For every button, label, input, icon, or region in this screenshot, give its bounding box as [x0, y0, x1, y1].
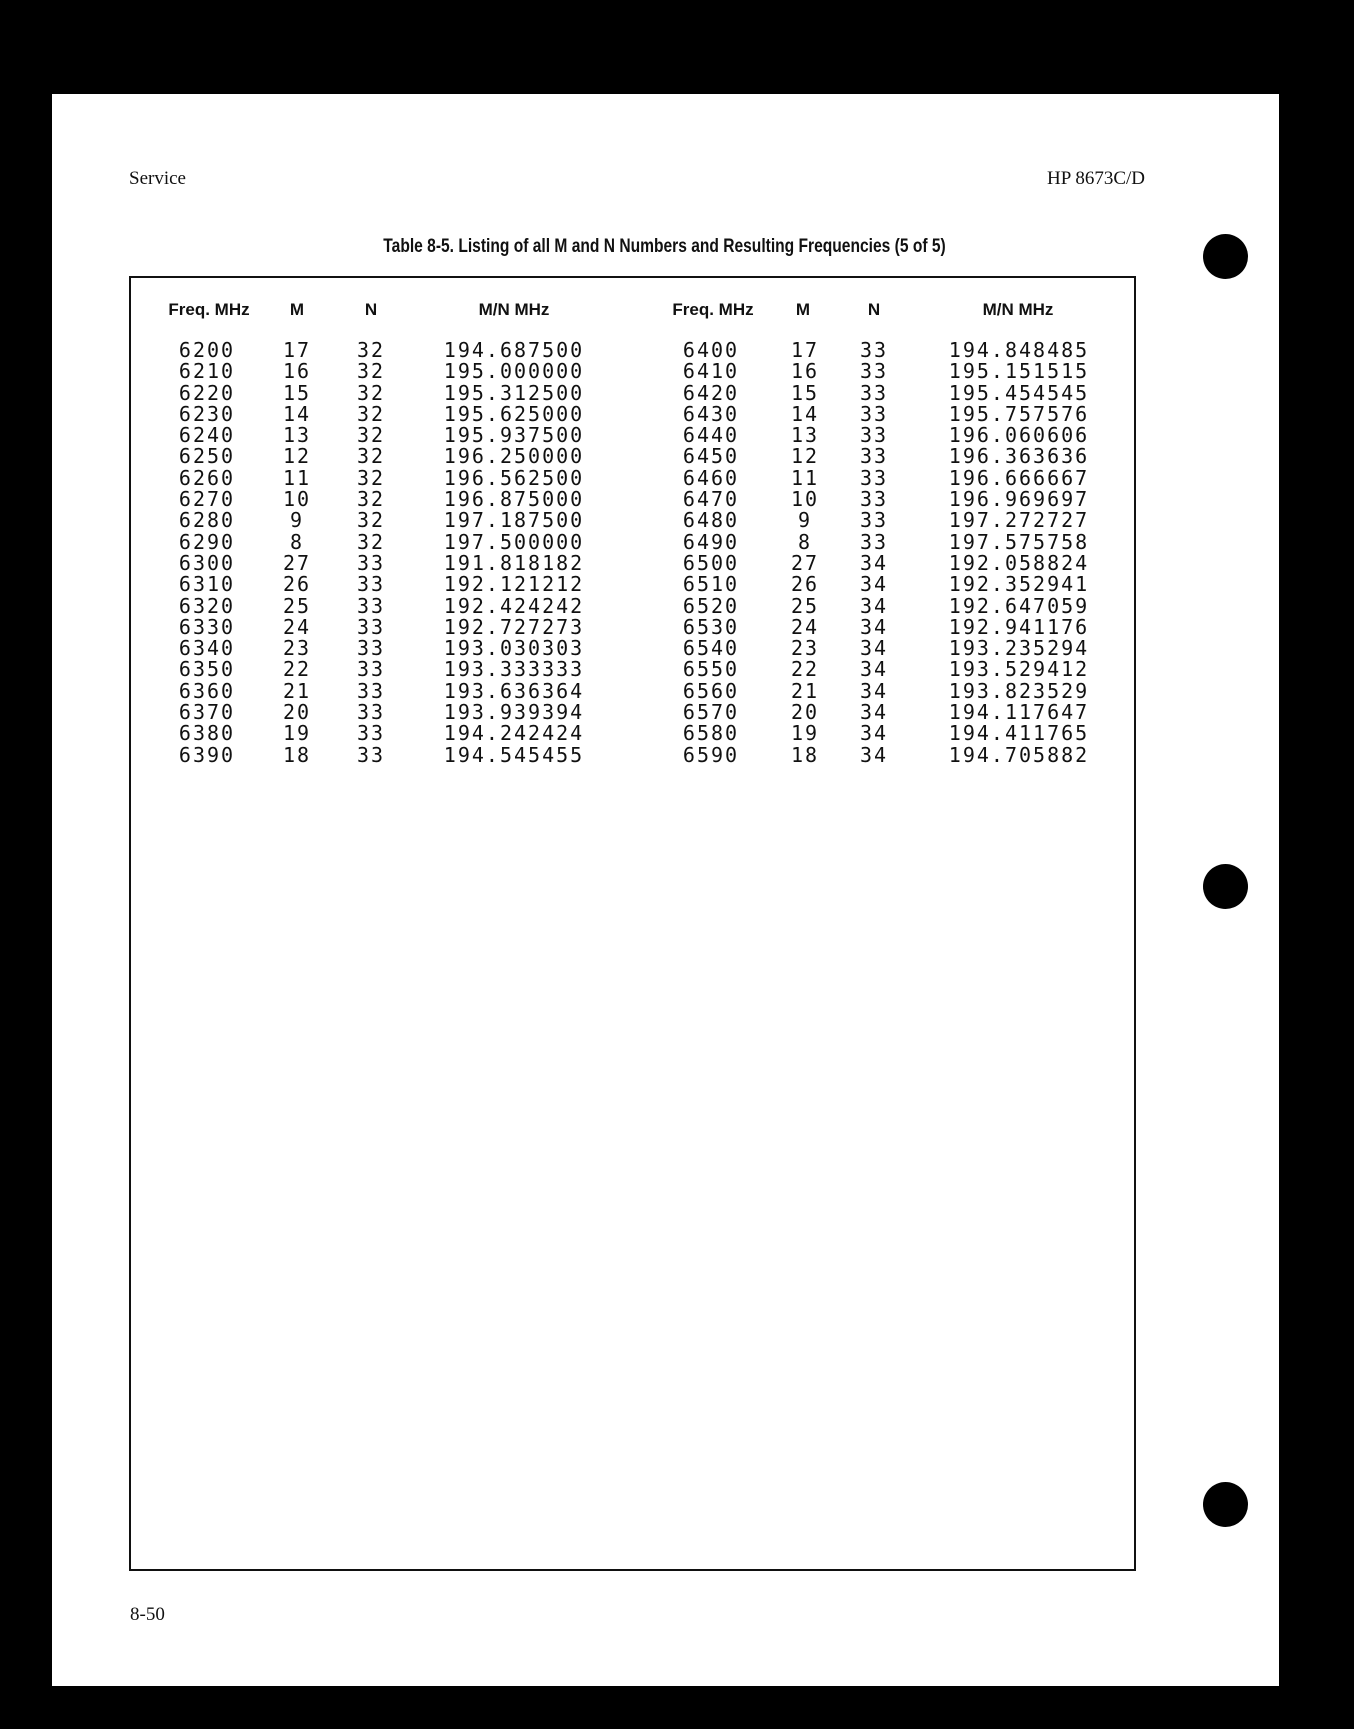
cell-m: 25: [790, 593, 820, 618]
cell-mn: 191.818182: [443, 550, 585, 575]
cell-n: 34: [859, 636, 889, 661]
cell-m: 10: [790, 487, 820, 512]
cell-mn: 195.312500: [443, 380, 585, 405]
table-row: [631, 550, 1131, 575]
cell-n: 33: [859, 465, 889, 490]
cell-freq: 6550: [682, 657, 740, 682]
cell-mn: 197.500000: [443, 529, 585, 554]
cell-n: 33: [859, 529, 889, 554]
table-row: [631, 425, 1131, 446]
table-row: [631, 446, 1131, 467]
cell-m: 15: [790, 380, 820, 405]
cell-mn: 192.424242: [443, 593, 585, 618]
cell-freq: 6420: [682, 380, 740, 405]
cell-freq: 6390: [178, 742, 236, 767]
col-header-n: N: [867, 300, 881, 319]
cell-mn: 195.151515: [948, 359, 1090, 384]
cell-freq: 6320: [178, 593, 236, 618]
table-row: [131, 742, 631, 767]
cell-n: 32: [356, 465, 386, 490]
cell-m: 9: [797, 508, 813, 533]
table-row: [131, 550, 631, 575]
cell-m: 23: [282, 636, 312, 661]
cell-freq: 6360: [178, 678, 236, 703]
cell-mn: 194.687500: [443, 338, 585, 362]
cell-freq: 6340: [178, 636, 236, 661]
cell-freq: 6440: [682, 423, 740, 448]
cell-m: 14: [790, 401, 820, 426]
running-header-right: HP 8673C/D: [1046, 168, 1145, 189]
cell-n: 33: [356, 614, 386, 639]
table-row: [631, 361, 1131, 382]
table-row: [131, 702, 631, 723]
col-header-freq: Freq. MHz: [672, 300, 754, 319]
cell-freq: 6590: [682, 742, 740, 767]
cell-n: 34: [859, 593, 889, 618]
cell-mn: 193.030303: [443, 636, 585, 661]
cell-n: 32: [356, 423, 386, 448]
cell-freq: 6310: [178, 572, 236, 597]
cell-m: 21: [282, 678, 312, 703]
cell-freq: 6510: [682, 572, 740, 597]
cell-mn: 192.121212: [443, 572, 585, 597]
cell-mn: 194.242424: [443, 721, 585, 746]
cell-freq: 6240: [178, 423, 236, 448]
cell-m: 24: [282, 614, 312, 639]
cell-freq: 6220: [178, 380, 236, 405]
cell-n: 32: [356, 529, 386, 554]
cell-m: 15: [282, 380, 312, 405]
table-row: [131, 574, 631, 595]
cell-n: 32: [356, 508, 386, 533]
cell-freq: 6500: [682, 550, 740, 575]
cell-freq: 6470: [682, 487, 740, 512]
cell-freq: 6370: [178, 700, 236, 725]
table-row: [131, 659, 631, 680]
table-row: [131, 489, 631, 510]
cell-mn: 196.562500: [443, 465, 585, 490]
right-row-group: [631, 340, 1131, 766]
cell-n: 32: [356, 487, 386, 512]
cell-mn: 196.875000: [443, 487, 585, 512]
cell-n: 33: [859, 359, 889, 384]
cell-m: 27: [282, 550, 312, 575]
cell-mn: 195.625000: [443, 401, 585, 426]
col-header-n: N: [364, 300, 378, 319]
page-number: 8-50: [130, 1604, 165, 1625]
cell-n: 33: [356, 742, 386, 767]
cell-n: 34: [859, 657, 889, 682]
table-row: [631, 593, 1131, 618]
binder-hole: [1203, 864, 1248, 909]
col-header-m: M: [795, 300, 811, 319]
table-row: [631, 489, 1131, 510]
cell-freq: 6460: [682, 465, 740, 490]
cell-m: 22: [790, 657, 820, 682]
cell-freq: 6330: [178, 614, 236, 639]
table-row: [131, 638, 631, 659]
cell-freq: 6210: [178, 359, 236, 384]
cell-m: 18: [282, 742, 312, 767]
table-row: [631, 742, 1131, 767]
table-row: [131, 380, 631, 405]
cell-freq: 6230: [178, 401, 236, 426]
cell-m: 8: [797, 529, 813, 554]
cell-m: 23: [790, 636, 820, 661]
cell-freq: 6410: [682, 359, 740, 384]
cell-m: 20: [282, 700, 312, 725]
cell-freq: 6430: [682, 401, 740, 426]
cell-n: 33: [356, 657, 386, 682]
cell-m: 26: [282, 572, 312, 597]
table-row: [131, 510, 631, 531]
cell-mn: 196.250000: [443, 444, 585, 469]
running-header-left: Service: [129, 168, 186, 189]
cell-n: 33: [356, 572, 386, 597]
table-row: [631, 659, 1131, 680]
table-row: [131, 361, 631, 382]
cell-mn: 192.352941: [948, 572, 1090, 597]
cell-n: 32: [356, 380, 386, 405]
cell-m: 25: [282, 593, 312, 618]
col-header-mn: M/N MHz: [478, 300, 550, 319]
cell-n: 33: [356, 678, 386, 703]
cell-n: 33: [859, 401, 889, 426]
cell-m: 13: [790, 423, 820, 448]
table-row: [631, 723, 1131, 744]
cell-freq: 6250: [178, 444, 236, 469]
cell-freq: 6290: [178, 529, 236, 554]
table-row: [631, 340, 1131, 361]
cell-mn: 196.969697: [948, 487, 1090, 512]
cell-mn: 193.235294: [948, 636, 1090, 661]
cell-mn: 193.823529: [948, 678, 1090, 703]
cell-n: 34: [859, 550, 889, 575]
cell-n: 32: [356, 401, 386, 426]
cell-m: 14: [282, 401, 312, 426]
table-row: [131, 614, 631, 639]
cell-m: 16: [790, 359, 820, 384]
cell-mn: 193.529412: [948, 657, 1090, 682]
table-row: [131, 529, 631, 554]
cell-n: 33: [859, 508, 889, 533]
table-row: [631, 401, 1131, 426]
cell-mn: 194.411765: [948, 721, 1090, 746]
table-row: [631, 678, 1131, 703]
cell-m: 22: [282, 657, 312, 682]
document-page: [52, 94, 1279, 1686]
cell-mn: 193.939394: [443, 700, 585, 725]
cell-mn: 194.848485: [948, 338, 1090, 362]
cell-freq: 6580: [682, 721, 740, 746]
cell-n: 33: [859, 338, 889, 362]
cell-mn: 194.705882: [948, 742, 1090, 767]
table-row: [631, 702, 1131, 723]
table-title: Table 8-5. Listing of all M and N Numbers and Resulting Frequencies (5 of 5): [383, 236, 946, 257]
binder-hole: [1203, 1482, 1248, 1527]
cell-mn: 197.187500: [443, 508, 585, 533]
cell-mn: 196.363636: [948, 444, 1090, 469]
cell-n: 32: [356, 444, 386, 469]
cell-n: 33: [859, 380, 889, 405]
table-row: [131, 340, 631, 361]
cell-freq: 6400: [682, 338, 740, 362]
cell-mn: 194.545455: [443, 742, 585, 767]
col-header-mn: M/N MHz: [982, 300, 1054, 319]
cell-m: 26: [790, 572, 820, 597]
cell-m: 18: [790, 742, 820, 767]
table-row: [131, 465, 631, 490]
cell-m: 24: [790, 614, 820, 639]
cell-freq: 6530: [682, 614, 740, 639]
cell-mn: 197.272727: [948, 508, 1090, 533]
cell-mn: 192.647059: [948, 593, 1090, 618]
left-row-group: [131, 340, 631, 766]
cell-n: 33: [859, 487, 889, 512]
cell-freq: 6540: [682, 636, 740, 661]
cell-m: 12: [282, 444, 312, 469]
cell-freq: 6380: [178, 721, 236, 746]
cell-freq: 6480: [682, 508, 740, 533]
cell-n: 34: [859, 742, 889, 767]
cell-m: 10: [282, 487, 312, 512]
table-row: [631, 574, 1131, 595]
cell-m: 9: [289, 508, 305, 533]
table-row: [131, 401, 631, 426]
cell-n: 33: [859, 423, 889, 448]
table-row: [631, 614, 1131, 639]
cell-freq: 6560: [682, 678, 740, 703]
table-row: [631, 510, 1131, 531]
table-row: [131, 593, 631, 618]
table-row: [131, 446, 631, 467]
cell-mn: 195.937500: [443, 423, 585, 448]
cell-m: 17: [282, 338, 312, 362]
cell-freq: 6280: [178, 508, 236, 533]
frequency-table: [129, 276, 1136, 1571]
cell-m: 11: [282, 465, 312, 490]
cell-mn: 195.454545: [948, 380, 1090, 405]
col-header-m: M: [289, 300, 305, 319]
cell-m: 12: [790, 444, 820, 469]
cell-mn: 194.117647: [948, 700, 1090, 725]
cell-n: 34: [859, 614, 889, 639]
cell-mn: 192.941176: [948, 614, 1090, 639]
cell-n: 33: [356, 593, 386, 618]
table-row: [631, 380, 1131, 405]
col-header-freq: Freq. MHz: [168, 300, 250, 319]
table-row: [631, 465, 1131, 490]
cell-freq: 6200: [178, 338, 236, 362]
cell-n: 34: [859, 700, 889, 725]
table-row: [131, 678, 631, 703]
table-row: [131, 425, 631, 446]
cell-m: 16: [282, 359, 312, 384]
cell-n: 34: [859, 721, 889, 746]
table-row: [631, 529, 1131, 554]
cell-m: 11: [790, 465, 820, 490]
cell-m: 8: [289, 529, 305, 554]
cell-freq: 6270: [178, 487, 236, 512]
cell-m: 19: [790, 721, 820, 746]
cell-n: 34: [859, 572, 889, 597]
table-row: [131, 723, 631, 744]
cell-mn: 196.060606: [948, 423, 1090, 448]
cell-n: 32: [356, 338, 386, 362]
cell-n: 32: [356, 359, 386, 384]
cell-freq: 6520: [682, 593, 740, 618]
cell-n: 33: [356, 700, 386, 725]
cell-m: 27: [790, 550, 820, 575]
cell-m: 19: [282, 721, 312, 746]
cell-freq: 6570: [682, 700, 740, 725]
cell-m: 13: [282, 423, 312, 448]
table-row: [631, 638, 1131, 659]
cell-freq: 6300: [178, 550, 236, 575]
cell-n: 34: [859, 678, 889, 703]
cell-freq: 6450: [682, 444, 740, 469]
cell-mn: 192.727273: [443, 614, 585, 639]
cell-mn: 193.333333: [443, 657, 585, 682]
cell-m: 17: [790, 338, 820, 362]
cell-mn: 196.666667: [948, 465, 1090, 490]
cell-freq: 6490: [682, 529, 740, 554]
cell-m: 21: [790, 678, 820, 703]
cell-n: 33: [356, 721, 386, 746]
cell-mn: 195.000000: [443, 359, 585, 384]
binder-hole: [1203, 234, 1248, 279]
cell-mn: 192.058824: [948, 550, 1090, 575]
cell-freq: 6260: [178, 465, 236, 490]
cell-freq: 6350: [178, 657, 236, 682]
cell-m: 20: [790, 700, 820, 725]
cell-mn: 195.757576: [948, 401, 1090, 426]
cell-n: 33: [356, 550, 386, 575]
cell-n: 33: [859, 444, 889, 469]
cell-mn: 193.636364: [443, 678, 585, 703]
cell-n: 33: [356, 636, 386, 661]
cell-mn: 197.575758: [948, 529, 1090, 554]
